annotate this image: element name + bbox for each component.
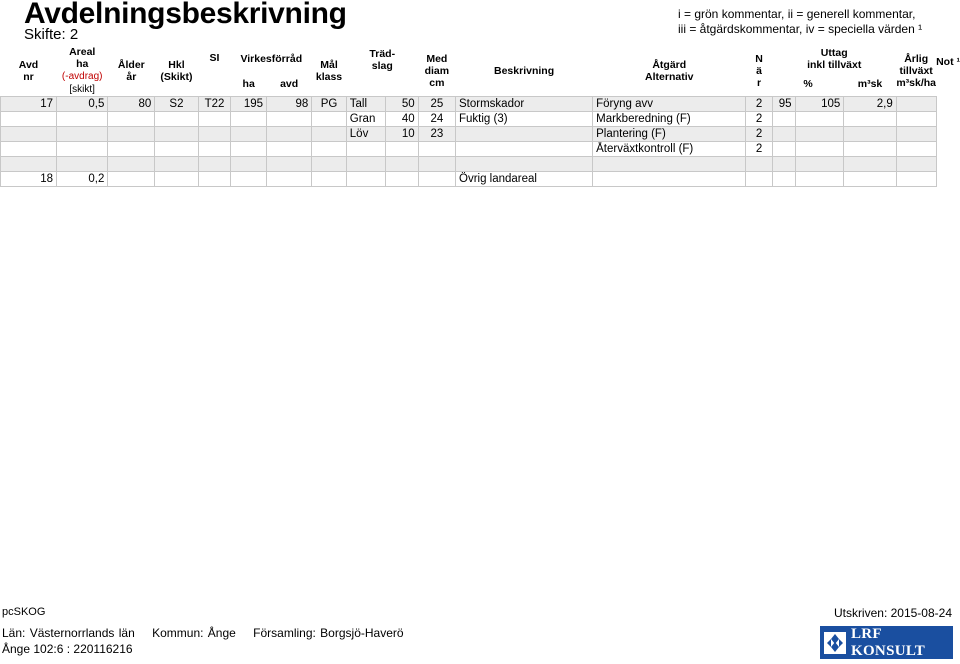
lrf-konsult-logo xyxy=(820,626,953,659)
location-line xyxy=(2,626,404,640)
cell-areal xyxy=(57,142,108,157)
cell-si xyxy=(198,112,231,127)
cell-not xyxy=(896,97,936,112)
cell-beskrivning: Övrig landareal xyxy=(456,172,593,187)
col-uttag: Uttag inkl tillväxt xyxy=(807,47,862,72)
cell-uttag-pct xyxy=(772,172,795,187)
cell-tradslag-andel xyxy=(386,172,418,187)
cell-tradslag xyxy=(346,142,386,157)
cell-hkl xyxy=(155,127,198,142)
col-uttag-m3sk: m³sk xyxy=(857,78,883,91)
cell-virkes-ha xyxy=(231,172,267,187)
cell-hkl xyxy=(155,142,198,157)
cell-alder xyxy=(108,142,155,157)
cell-arlig xyxy=(844,127,896,142)
col-areal: Areal ha (-avdrag) [skikt] xyxy=(61,46,103,95)
cell-virkes-ha xyxy=(231,157,267,172)
cell-si xyxy=(198,127,231,142)
col-si: SI xyxy=(209,52,220,64)
cell-atgard xyxy=(593,157,746,172)
cell-nar: 2 xyxy=(746,112,772,127)
cell-tradslag: Tall xyxy=(346,97,386,112)
cell-areal: 0,5 xyxy=(57,97,108,112)
cell-areal xyxy=(57,157,108,172)
cell-avd: 17 xyxy=(1,97,57,112)
col-arlig: Årlig tillväxt m³sk/ha xyxy=(896,53,936,89)
cell-not xyxy=(896,172,936,187)
cell-atgard: Markberedning (F) xyxy=(593,112,746,127)
logo-text: LRF KONSULT xyxy=(851,625,926,659)
cell-avd xyxy=(1,127,57,142)
cell-malklass: PG xyxy=(312,97,347,112)
cell-virkes-avd xyxy=(267,142,312,157)
table-row xyxy=(1,97,960,112)
cell-si xyxy=(198,142,231,157)
cell-si xyxy=(198,157,231,172)
col-meddiam: Med diam cm xyxy=(424,53,450,89)
cell-si: T22 xyxy=(198,97,231,112)
cell-avd: 18 xyxy=(1,172,57,187)
table-row xyxy=(1,172,960,187)
cell-arlig xyxy=(844,142,896,157)
cell-alder: 80 xyxy=(108,97,155,112)
cell-virkes-avd xyxy=(267,112,312,127)
col-virkesforrad: Virkesförråd xyxy=(240,53,303,66)
cell-hkl xyxy=(155,172,198,187)
cell-arlig xyxy=(844,157,896,172)
cell-virkes-avd xyxy=(267,172,312,187)
property-designation: Ånge 102:6 : 220116216 xyxy=(2,642,133,656)
cell-tradslag-andel xyxy=(386,142,418,157)
cell-uttag-m3sk xyxy=(795,112,844,127)
cell-beskrivning: Fuktig (3) xyxy=(456,112,593,127)
lrf-konsult-logo-icon xyxy=(824,632,846,654)
col-hkl: Hkl (Skikt) xyxy=(160,59,193,83)
cell-virkes-ha xyxy=(231,112,267,127)
cell-uttag-pct: 95 xyxy=(772,97,795,112)
cell-areal: 0,2 xyxy=(57,172,108,187)
cell-tradslag xyxy=(346,157,386,172)
cell-malklass xyxy=(312,172,347,187)
cell-alder xyxy=(108,127,155,142)
cell-arlig xyxy=(844,172,896,187)
cell-nar: 2 xyxy=(746,142,772,157)
cell-malklass xyxy=(312,112,347,127)
col-alder: Ålder år xyxy=(117,59,145,83)
cell-meddiam xyxy=(418,142,455,157)
cell-uttag-pct xyxy=(772,157,795,172)
cell-uttag-m3sk xyxy=(795,157,844,172)
cell-avd xyxy=(1,112,57,127)
lan-label: Län: Västernorrlands län xyxy=(2,626,135,640)
cell-avd xyxy=(1,142,57,157)
cell-beskrivning xyxy=(456,157,593,172)
cell-nar xyxy=(746,172,772,187)
cell-tradslag: Löv xyxy=(346,127,386,142)
cell-not xyxy=(896,142,936,157)
cell-hkl: S2 xyxy=(155,97,198,112)
table-row xyxy=(1,112,960,127)
col-nar: N ä r xyxy=(755,53,763,89)
cell-uttag-m3sk: 105 xyxy=(795,97,844,112)
cell-uttag-pct xyxy=(772,142,795,157)
cell-uttag-pct xyxy=(772,127,795,142)
cell-nar: 2 xyxy=(746,97,772,112)
cell-alder xyxy=(108,172,155,187)
app-name: pcSKOG xyxy=(2,606,46,618)
col-not: Not ¹ xyxy=(936,56,960,68)
col-malklass: Mål klass xyxy=(315,59,343,83)
cell-atgard: Föryng avv xyxy=(593,97,746,112)
page-subtitle: Skifte: 2 xyxy=(24,26,79,43)
cell-atgard: Plantering (F) xyxy=(593,127,746,142)
page-title: Avdelningsbeskrivning xyxy=(24,0,347,30)
cell-beskrivning xyxy=(456,127,593,142)
col-beskrivning: Beskrivning xyxy=(494,65,555,77)
forsamling-label: Församling: Borgsjö-Haverö xyxy=(253,626,404,640)
cell-virkes-avd xyxy=(267,157,312,172)
col-virkes-ha: ha xyxy=(242,78,255,91)
col-atgard: Åtgärd Alternativ xyxy=(645,59,694,83)
table-row xyxy=(1,157,960,172)
cell-tradslag-andel xyxy=(386,157,418,172)
cell-virkes-avd: 98 xyxy=(267,97,312,112)
table-row xyxy=(1,142,960,157)
cell-avd xyxy=(1,157,57,172)
cell-nar xyxy=(746,157,772,172)
cell-uttag-m3sk xyxy=(795,172,844,187)
cell-virkes-ha xyxy=(231,127,267,142)
legend-line: i = grön kommentar, ii = generell kommentar, xyxy=(678,7,916,21)
cell-hkl xyxy=(155,112,198,127)
cell-tradslag-andel: 10 xyxy=(386,127,418,142)
kommun-label: Kommun: Ånge xyxy=(152,626,236,640)
cell-meddiam: 23 xyxy=(418,127,455,142)
col-virkes-avd: avd xyxy=(280,78,299,91)
cell-beskrivning: Stormskador xyxy=(456,97,593,112)
cell-meddiam: 24 xyxy=(418,112,455,127)
legend-line: iii = åtgärdskommentar, iv = speciella värden ¹ xyxy=(678,22,923,36)
cell-alder xyxy=(108,157,155,172)
col-tradslag: Träd- slag xyxy=(369,48,396,72)
cell-tradslag-andel: 40 xyxy=(386,112,418,127)
table-row xyxy=(1,127,960,142)
cell-atgard: Återväxtkontroll (F) xyxy=(593,142,746,157)
cell-virkes-ha xyxy=(231,142,267,157)
cell-not xyxy=(896,127,936,142)
cell-not xyxy=(896,157,936,172)
cell-hkl xyxy=(155,157,198,172)
col-uttag-pct: % xyxy=(803,78,813,91)
cell-arlig xyxy=(844,112,896,127)
cell-si xyxy=(198,172,231,187)
cell-uttag-m3sk xyxy=(795,127,844,142)
comment-legend xyxy=(678,7,922,37)
printed-date: Utskriven: 2015-08-24 xyxy=(833,606,952,620)
col-avd: Avd nr xyxy=(18,59,39,83)
cell-beskrivning xyxy=(456,142,593,157)
cell-atgard xyxy=(593,172,746,187)
cell-alder xyxy=(108,112,155,127)
cell-tradslag xyxy=(346,172,386,187)
cell-meddiam: 25 xyxy=(418,97,455,112)
cell-tradslag: Gran xyxy=(346,112,386,127)
cell-arlig: 2,9 xyxy=(844,97,896,112)
cell-areal xyxy=(57,127,108,142)
cell-not xyxy=(896,112,936,127)
cell-uttag-pct xyxy=(772,112,795,127)
cell-malklass xyxy=(312,157,347,172)
cell-virkes-ha: 195 xyxy=(231,97,267,112)
cell-malklass xyxy=(312,142,347,157)
cell-virkes-avd xyxy=(267,127,312,142)
stand-table xyxy=(0,46,960,187)
cell-areal xyxy=(57,112,108,127)
cell-nar: 2 xyxy=(746,127,772,142)
cell-uttag-m3sk xyxy=(795,142,844,157)
cell-meddiam xyxy=(418,157,455,172)
cell-malklass xyxy=(312,127,347,142)
cell-meddiam xyxy=(418,172,455,187)
cell-tradslag-andel: 50 xyxy=(386,97,418,112)
